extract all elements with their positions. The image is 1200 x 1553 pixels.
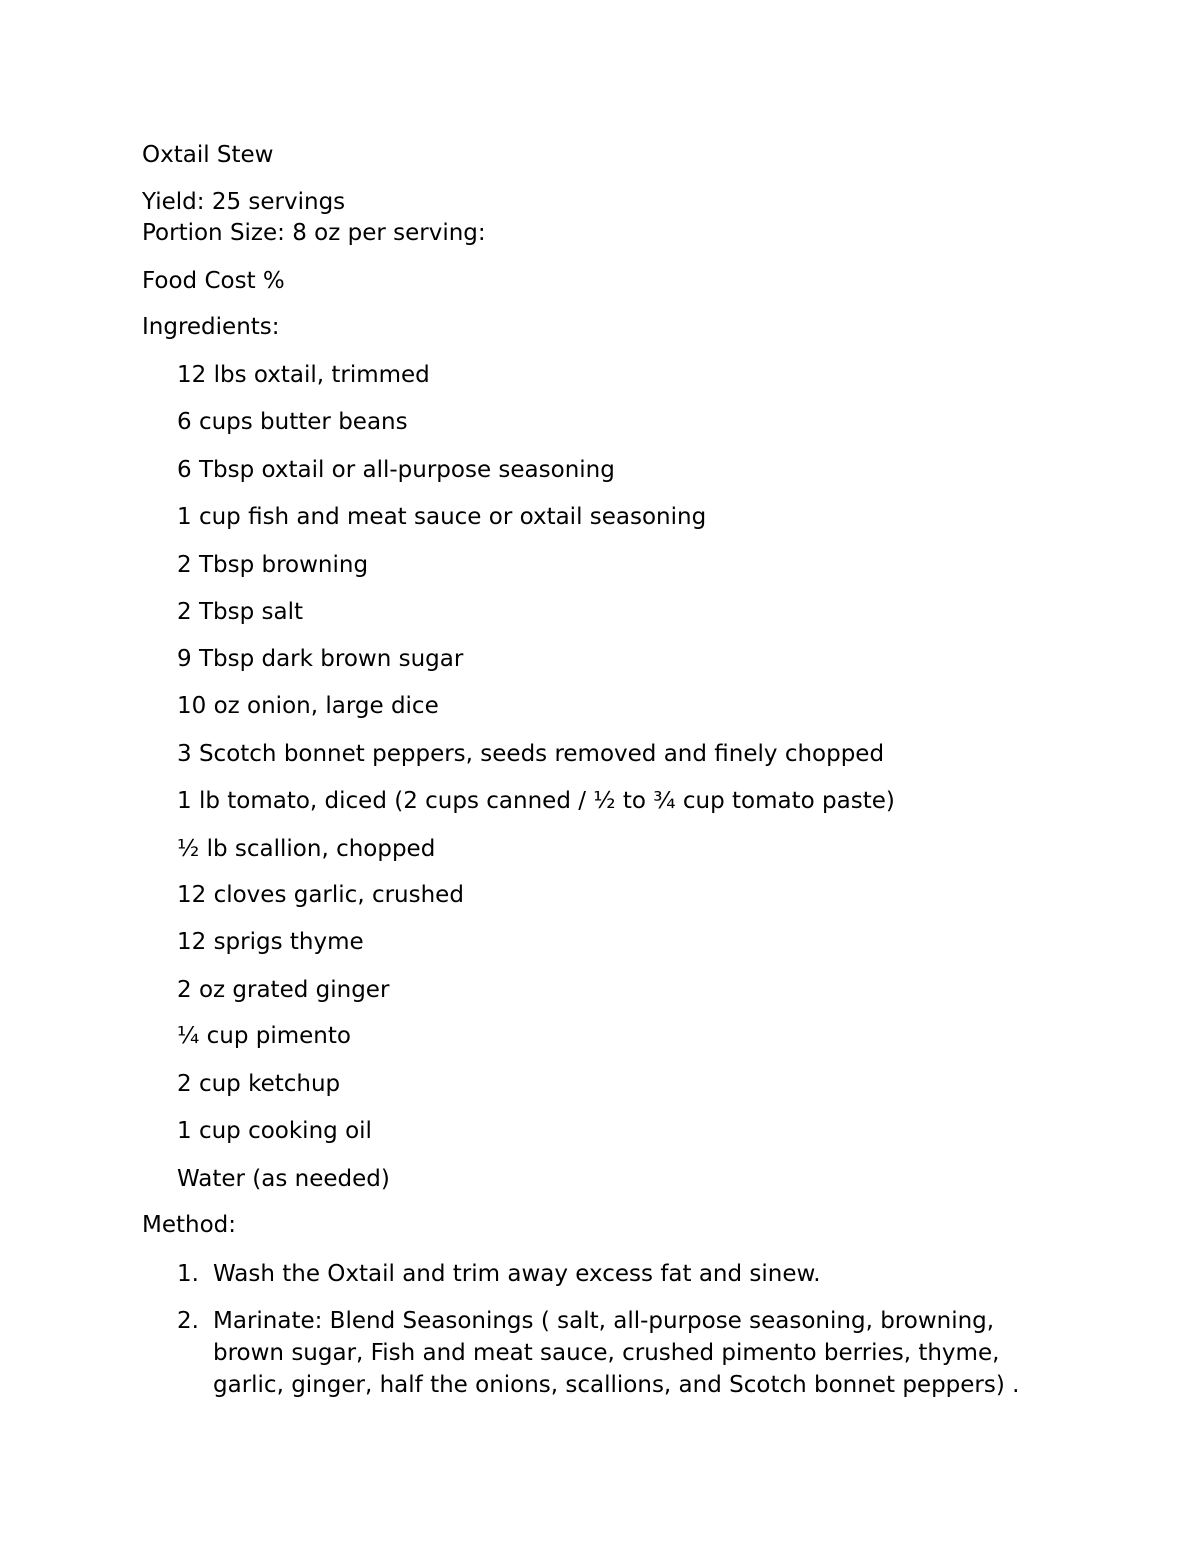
- step-number: 1.: [177, 1261, 199, 1287]
- portion-line: Portion Size: 8 oz per serving:: [142, 220, 486, 246]
- ingredient-item: 1 cup cooking oil: [177, 1118, 372, 1144]
- ingredient-item: 2 Tbsp salt: [177, 599, 303, 625]
- step-text: Wash the Oxtail and trim away excess fat and sinew.: [213, 1261, 821, 1287]
- ingredient-item: 2 cup ketchup: [177, 1071, 341, 1097]
- food-cost-line: Food Cost %: [142, 268, 285, 294]
- method-heading: Method:: [142, 1212, 237, 1238]
- ingredient-item: 3 Scotch bonnet peppers, seeds removed and finely chopped: [177, 741, 885, 767]
- ingredient-item: 12 cloves garlic, crushed: [177, 882, 464, 908]
- ingredient-item: ¼ cup pimento: [177, 1023, 351, 1049]
- ingredient-item: 2 oz grated ginger: [177, 977, 390, 1003]
- ingredient-item: 1 cup fish and meat sauce or oxtail seasoning: [177, 504, 707, 530]
- yield-line: Yield: 25 servings: [142, 189, 346, 215]
- method-step: [177, 1258, 1057, 1290]
- ingredient-item: Water (as needed): [177, 1166, 390, 1192]
- ingredient-item: 6 cups butter beans: [177, 409, 408, 435]
- ingredient-item: 12 sprigs thyme: [177, 929, 364, 955]
- step-number: 2.: [177, 1308, 199, 1334]
- ingredient-item: 2 Tbsp browning: [177, 552, 369, 578]
- ingredient-item: 12 lbs oxtail, trimmed: [177, 362, 430, 388]
- ingredient-item: ½ lb scallion, chopped: [177, 836, 436, 862]
- step-text: Marinate: Blend Seasonings ( salt, all-purpose seasoning, browning, brown sugar, Fish and meat sauce, crushed pimento berries, thyme, garlic, ginger, half the onions, scallions, and Scotch bonnet peppers) .: [213, 1308, 1020, 1398]
- ingredient-item: 10 oz onion, large dice: [177, 693, 439, 719]
- recipe-title: Oxtail Stew: [142, 142, 274, 168]
- ingredient-item: 6 Tbsp oxtail or all-purpose seasoning: [177, 457, 615, 483]
- ingredient-item: 9 Tbsp dark brown sugar: [177, 646, 464, 672]
- ingredients-heading: Ingredients:: [142, 314, 280, 340]
- method-step: [177, 1305, 1057, 1401]
- ingredient-item: 1 lb tomato, diced (2 cups canned / ½ to ¾ cup tomato paste): [177, 788, 895, 814]
